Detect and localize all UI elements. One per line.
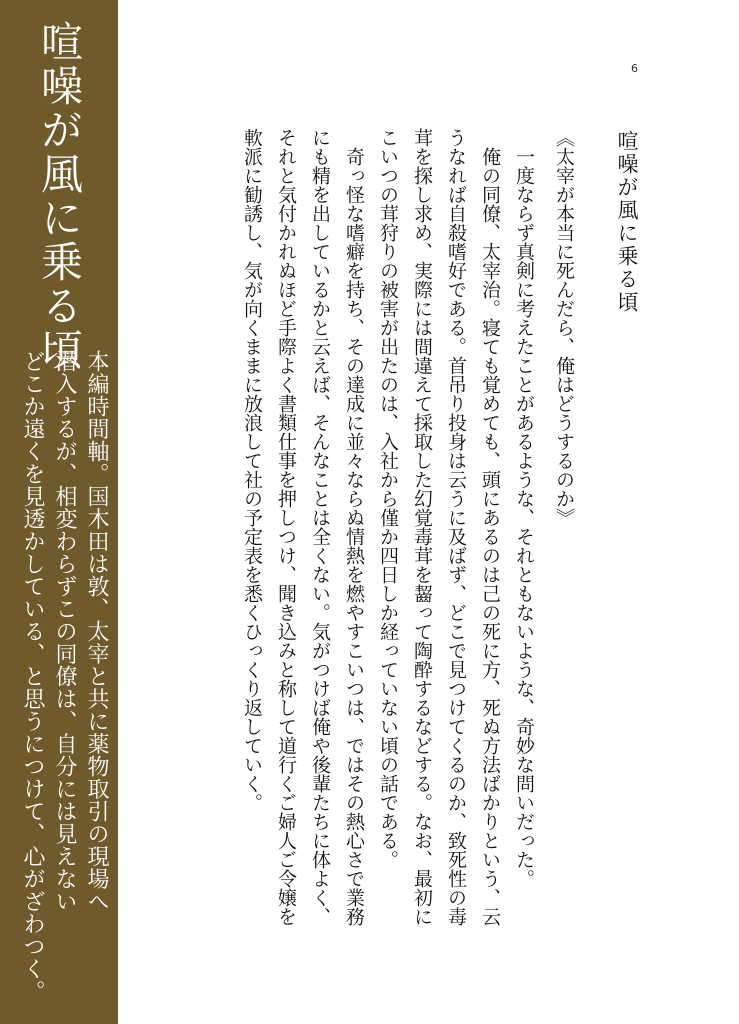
blurb-line: 本編時間軸。国木田は敦、太宰と共に薬物取引の現場へ [84, 350, 109, 913]
sidebar-panel [0, 0, 118, 1024]
quote-line: 《太宰が本当に死んだら、俺はどうするのか》 [553, 128, 575, 527]
blurb-line: 潜入するが、相変わらずこの同僚は、自分には見えない [52, 350, 77, 913]
body-text [151, 128, 581, 928]
sidebar-blurb [12, 350, 112, 1010]
page-number: 6 [631, 62, 638, 75]
paragraph: 一度ならず真剣に考えたことがあるような、それともないような、奇妙な問いだった。 [513, 147, 535, 888]
paragraph: 俺の同僚、太宰治。寝ても覚めても、頭にあるのは己の死に方、死ぬ方法ばかりという、云うなれば自殺嗜好である。首吊り投身は云うに及ばず、どこで見つけてくるのか、致死性の毒茸を探し求め、実際には間違えて採取した幻覚毒茸を齧って陶酔するなどする。なお、最初にこいつの茸狩りの被害が出たのは、入社から僅か四日しか経っていない頃の話である。 [377, 128, 501, 926]
sidebar-title: 喧噪が風に乗る頃 [35, 20, 84, 372]
paragraph: 奇っ怪な嗜癖を持ち、その達成に並々ならぬ情熱を燃やすこいつは、ではその熱心さで業務にも精を出しているかと云えば、そんなことは全くない。気がつけば俺や後輩たちに体よく、それと気付かれぬほど手際よく書類仕事を押しつけ、聞き込みと称して道行くご婦人ご令嬢を軟派に勧誘し、気が向くままに放浪して社の予定表を悉くひっくり返していく。 [241, 128, 365, 926]
blurb-line: どこか遠くを見透かしている、と思うにつけて、心がざわつく。 [20, 350, 45, 1003]
chapter-title: 喧噪が風に乗る頃 [615, 130, 639, 314]
